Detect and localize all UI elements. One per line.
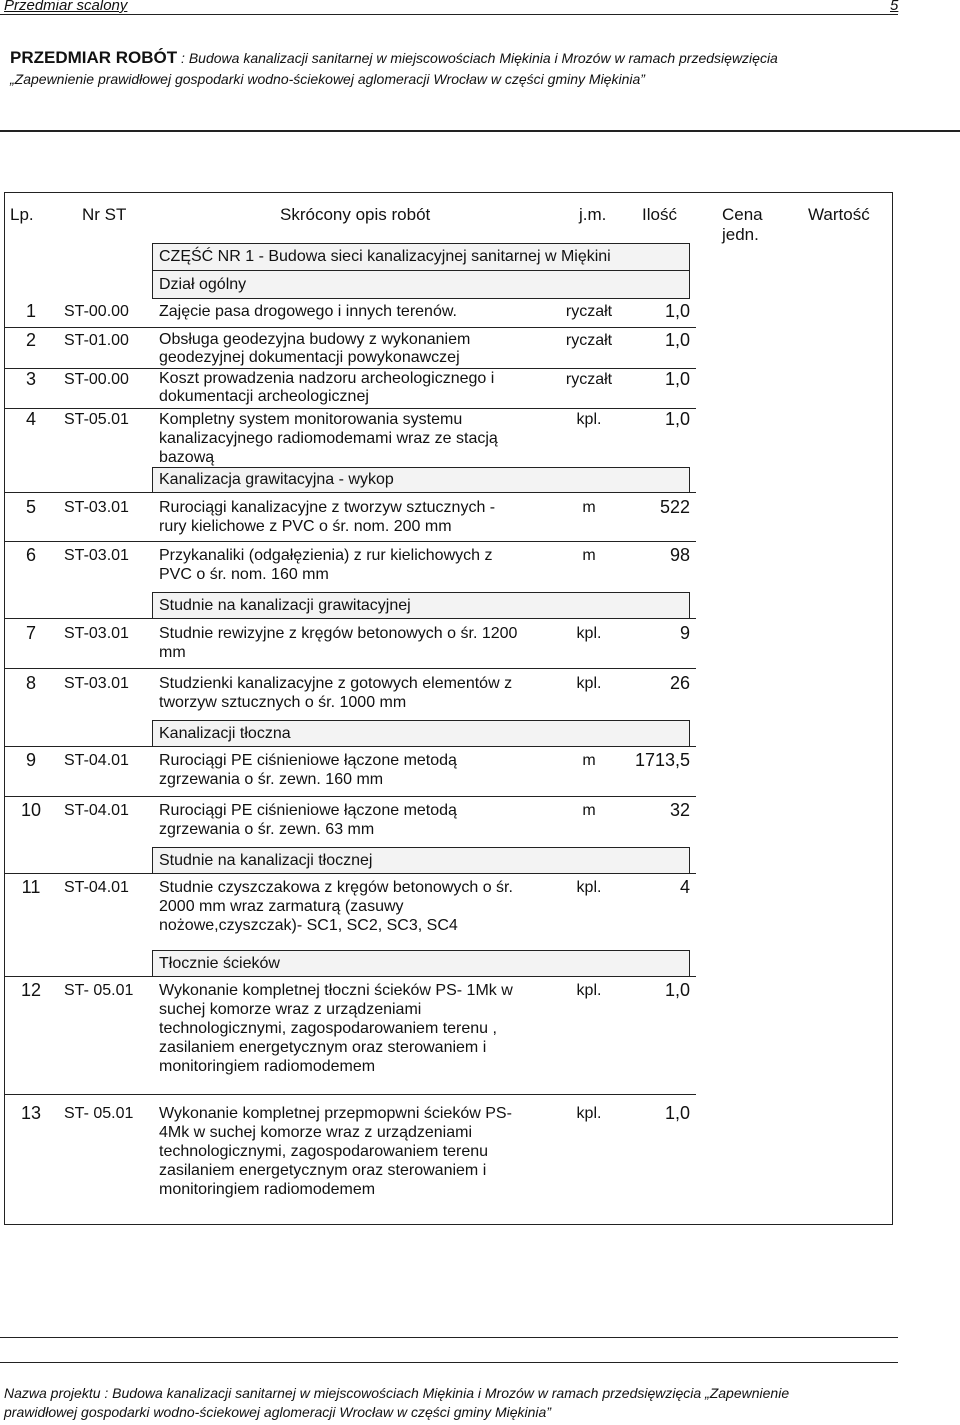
row-unit: kpl. [576, 1105, 602, 1122]
row-description-line: technologicznymi, zagospodarowaniem terenu , [159, 1020, 497, 1037]
table-row [0, 302, 700, 322]
row-quantity: 26 [669, 673, 690, 693]
row-separator [4, 618, 696, 619]
section-heading: Dział ogólny [152, 270, 690, 299]
row-separator [4, 327, 696, 328]
header-quantity: Ilość [642, 205, 677, 224]
row-number: 13 [20, 1103, 42, 1123]
row-unit: kpl. [576, 625, 602, 642]
row-quantity: 1,0 [664, 980, 690, 1000]
footer-project-name: Nazwa projektu : Budowa kanalizacji sanitarnej w miejscowościach Miękinia i Mrozów w ramach przedsięwzięcia „Zapewnienie [4, 1385, 790, 1401]
row-unit: kpl. [576, 982, 602, 999]
row-description [159, 624, 517, 662]
row-description [159, 878, 513, 935]
section-heading: Kanalizacja grawitacyjna - wykop [152, 467, 690, 493]
table-row [0, 545, 700, 583]
row-quantity: 1,0 [664, 369, 690, 389]
header-lp: Lp. [10, 205, 34, 224]
row-spec-code: ST-04.01 [64, 752, 129, 769]
row-description-line: zgrzewania o śr. zewn. 63 mm [159, 821, 375, 838]
row-separator [4, 368, 696, 369]
row-description-line: Zajęcie pasa drogowego i innych terenów. [159, 303, 457, 320]
row-quantity: 1,0 [664, 330, 690, 350]
row-number: 1 [25, 301, 36, 321]
row-description [159, 981, 513, 1076]
row-number: 4 [25, 409, 36, 429]
row-unit: m [582, 547, 596, 564]
table-row [0, 750, 700, 788]
row-description-line: dokumentacji archeologicznej [159, 388, 369, 405]
running-header [4, 0, 898, 15]
footer-rule [0, 1362, 898, 1363]
row-quantity: 1,0 [664, 1103, 690, 1123]
row-description-line: Rurociągi kanalizacyjne z tworzyw sztucznych - [159, 499, 496, 516]
table-row [0, 497, 700, 535]
row-description [159, 302, 457, 321]
table-row [0, 877, 700, 934]
header-unit: j.m. [579, 205, 607, 224]
section-heading: Studnie na kanalizacji grawitacyjnej [152, 592, 690, 619]
row-description-line: Rurociągi PE ciśnieniowe łączone metodą [159, 802, 457, 819]
row-description-line: monitoringiem radiomodemem [159, 1058, 376, 1075]
row-description [159, 546, 492, 584]
row-description [159, 370, 494, 406]
row-spec-code: ST-01.00 [64, 332, 129, 349]
row-spec-code: ST-05.01 [64, 411, 129, 428]
row-description-line: Studzienki kanalizacyjne z gotowych elementów z [159, 675, 513, 692]
row-number: 11 [21, 877, 41, 897]
table-row [0, 673, 700, 711]
row-description-line: Koszt prowadzenia nadzoru archeologicznego i [159, 370, 495, 387]
row-quantity: 522 [659, 497, 690, 517]
row-description-line: suchej komorze wraz z urządzeniami [159, 1001, 422, 1018]
document-title-subject: : Budowa kanalizacji sanitarnej w miejscowościach Miękinia i Mrozów w ramach przedsięwzięcia [177, 50, 778, 66]
section-heading: Studnie na kanalizacji tłocznej [152, 847, 690, 874]
row-number: 6 [25, 545, 36, 565]
row-number: 3 [25, 369, 36, 389]
row-quantity: 1,0 [664, 409, 690, 429]
row-number: 12 [20, 980, 42, 1000]
row-separator [4, 541, 696, 542]
table-row [0, 409, 700, 466]
row-description [159, 801, 457, 839]
row-description-line: technologicznymi, zagospodarowaniem terenu [159, 1143, 489, 1160]
row-quantity: 32 [669, 800, 690, 820]
section-heading: Tłocznie ścieków [152, 950, 690, 977]
row-spec-code: ST- 05.01 [64, 982, 134, 999]
row-unit: ryczałt [565, 303, 613, 320]
title-separator [0, 130, 960, 132]
row-separator [4, 976, 696, 977]
row-description-line: Obsługa geodezyjna budowy z wykonaniem [159, 331, 471, 348]
row-description-line: Rurociągi PE ciśnieniowe łączone metodą [159, 752, 457, 769]
document-title-line2: „Zapewnienie prawidłowej gospodarki wodno-ściekowej aglomeracji Wrocław w części gminy Miękinia” [10, 71, 645, 87]
row-description [159, 331, 470, 367]
row-description-line: geodezyjnej dokumentacji powykonawczej [159, 349, 460, 366]
row-description-line: Studnie czyszczakowa z kręgów betonowych o śr. [159, 879, 513, 896]
row-number: 8 [25, 673, 36, 693]
row-separator [4, 1094, 696, 1095]
row-separator [4, 668, 696, 669]
row-spec-code: ST-03.01 [64, 499, 129, 516]
table-row [0, 623, 700, 661]
row-description-line: mm [159, 644, 186, 661]
row-description-line: zasilaniem energetycznym oraz sterowaniem i [159, 1162, 487, 1179]
row-description [159, 410, 498, 467]
section-heading: Kanalizacji tłoczna [152, 720, 690, 747]
row-description-line: PVC o śr. nom. 160 mm [159, 566, 329, 583]
row-spec-code: ST-04.01 [64, 802, 129, 819]
row-quantity: 1713,5 [634, 750, 690, 770]
row-separator [4, 796, 696, 797]
running-header-title: Przedmiar scalony [4, 0, 128, 14]
row-unit: ryczałt [565, 371, 613, 388]
row-number: 10 [20, 800, 42, 820]
row-quantity: 1,0 [664, 301, 690, 321]
row-number: 2 [25, 330, 36, 350]
row-spec-code: ST-03.01 [64, 625, 129, 642]
row-spec-code: ST- 05.01 [64, 1105, 134, 1122]
row-unit: m [582, 802, 596, 819]
row-description [159, 674, 512, 712]
row-unit: kpl. [576, 675, 602, 692]
row-quantity: 98 [669, 545, 690, 565]
table-row [0, 1103, 700, 1198]
row-number: 5 [25, 497, 36, 517]
row-description-line: nożowe,czyszczak)- SC1, SC2, SC3, SC4 [159, 917, 458, 934]
row-description-line: zasilaniem energetycznym oraz sterowaniem i [159, 1039, 487, 1056]
row-description-line: tworzyw sztucznych o śr. 1000 mm [159, 694, 407, 711]
row-number: 7 [25, 623, 36, 643]
row-spec-code: ST-03.01 [64, 675, 129, 692]
header-description: Skrócony opis robót [280, 205, 431, 224]
table-row [0, 330, 700, 366]
row-description-line: Studnie rewizyjne z kręgów betonowych o śr. 1200 [159, 625, 518, 642]
row-unit: kpl. [576, 411, 602, 428]
row-spec-code: ST-00.00 [64, 303, 129, 320]
document-title-main: PRZEDMIAR ROBÓT [10, 48, 178, 67]
page-number: 5 [890, 0, 899, 14]
table-row [0, 800, 700, 838]
row-quantity: 9 [679, 623, 690, 643]
row-description-line: Kompletny system monitorowania systemu [159, 411, 463, 428]
row-unit: m [582, 499, 596, 516]
row-unit: m [582, 752, 596, 769]
row-description [159, 1104, 512, 1199]
row-description [159, 751, 457, 789]
document-title [10, 48, 778, 69]
header-unit-price: Cena [722, 205, 763, 224]
row-description-line: monitoringiem radiomodemem [159, 1181, 376, 1198]
row-description-line: bazową [159, 449, 215, 466]
row-separator [4, 746, 696, 747]
row-spec-code: ST-03.01 [64, 547, 129, 564]
row-separator [4, 408, 696, 409]
row-separator [4, 492, 696, 493]
row-description-line: Wykonanie kompletnej przepmopwni ścieków PS- [159, 1105, 512, 1122]
table-row [0, 369, 700, 405]
row-description-line: Wykonanie kompletnej tłoczni ścieków PS- 1Mk w [159, 982, 513, 999]
row-description-line: rury kielichowe z PVC o śr. nom. 200 mm [159, 518, 452, 535]
row-description-line: kanalizacyjnego radiomodemami wraz ze stacją [159, 430, 498, 447]
row-description-line: 2000 mm wraz zarmaturą (zasuwy [159, 898, 404, 915]
row-quantity: 4 [679, 877, 690, 897]
header-unit-price-line2: jedn. [722, 225, 759, 244]
row-unit: ryczałt [565, 332, 613, 349]
row-description [159, 498, 495, 536]
footer-project-name-line2: prawidłowej gospodarki wodno-ściekowej aglomeracji Wrocław w części gminy Miękinia” [4, 1404, 551, 1420]
row-description-line: Przykanaliki (odgałęzienia) z rur kielichowych z [159, 547, 493, 564]
header-value: Wartość [808, 205, 870, 224]
header-rule [0, 14, 898, 15]
row-number: 9 [25, 750, 36, 770]
footer-rule [0, 1337, 898, 1338]
row-description-line: zgrzewania o śr. zewn. 160 mm [159, 771, 384, 788]
row-spec-code: ST-04.01 [64, 879, 129, 896]
header-nr-st: Nr ST [82, 205, 127, 224]
section-heading: CZĘŚĆ NR 1 - Budowa sieci kanalizacyjnej sanitarnej w Miękini [152, 243, 690, 271]
row-description-line: 4Mk w suchej komorze wraz z urządzeniami [159, 1124, 472, 1141]
row-unit: kpl. [576, 879, 602, 896]
row-separator [4, 873, 696, 874]
table-row [0, 980, 700, 1075]
row-spec-code: ST-00.00 [64, 371, 129, 388]
